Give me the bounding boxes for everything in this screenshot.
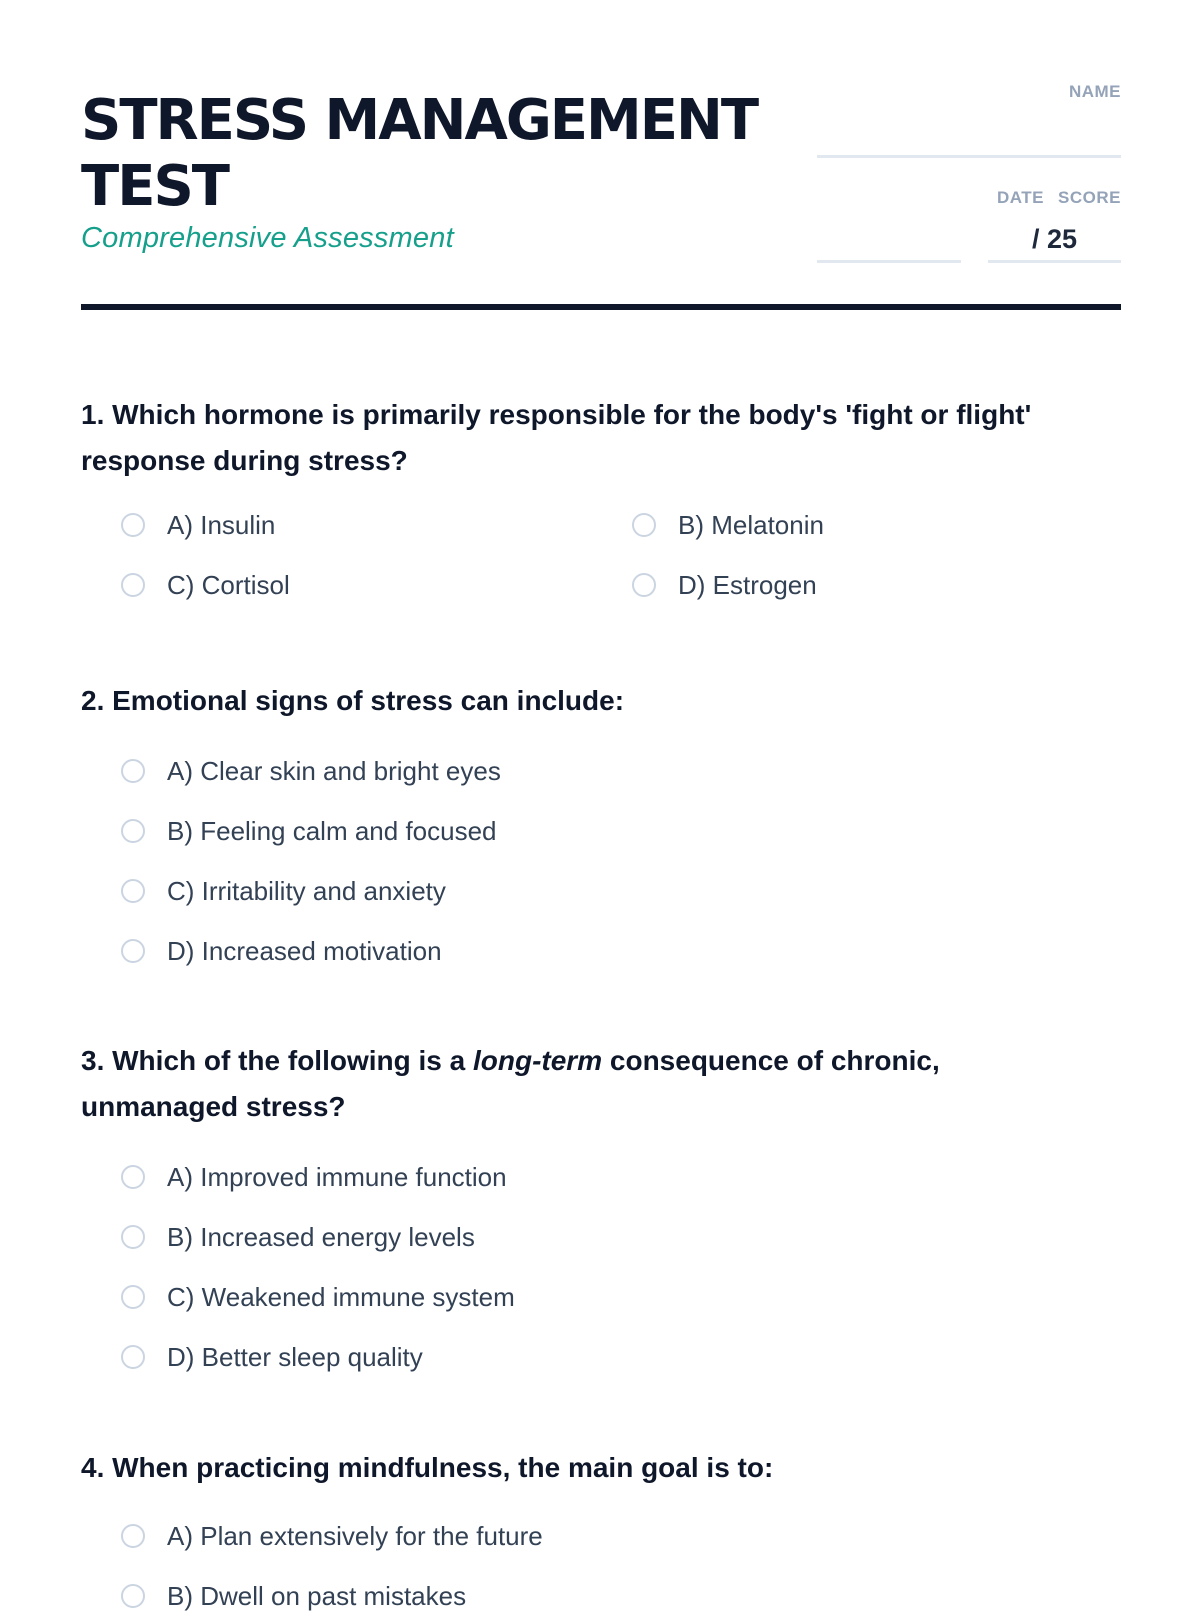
date-field[interactable] <box>817 260 961 263</box>
question-text-emphasis: long-term <box>473 1045 603 1076</box>
score-value: / 25 <box>1031 224 1078 254</box>
score-label: SCORE <box>1058 188 1121 207</box>
radio-button[interactable] <box>121 1584 145 1608</box>
radio-button[interactable] <box>121 879 145 903</box>
option-2c[interactable] <box>121 871 446 911</box>
option-2b[interactable] <box>121 811 497 851</box>
option-1b[interactable] <box>632 505 824 545</box>
radio-button[interactable] <box>121 819 145 843</box>
name-field[interactable] <box>817 155 1121 158</box>
option-3a[interactable] <box>121 1157 507 1197</box>
option-label: B) Feeling calm and focused <box>167 815 497 846</box>
radio-button[interactable] <box>121 759 145 783</box>
option-3c[interactable] <box>121 1277 515 1317</box>
test-header <box>81 0 1121 312</box>
option-label: A) Clear skin and bright eyes <box>167 755 501 786</box>
title-line-2: TEST <box>81 154 228 219</box>
option-label: B) Melatonin <box>678 509 824 540</box>
question-1 <box>81 392 1121 600</box>
question-text: 4. When practicing mindfulness, the main goal is to: <box>81 1452 774 1483</box>
radio-button[interactable] <box>121 1285 145 1309</box>
radio-button[interactable] <box>121 513 145 537</box>
question-2 <box>81 678 1121 966</box>
question-text-start: 3. Which of the following is a <box>81 1045 473 1076</box>
radio-button[interactable] <box>121 1345 145 1369</box>
question-text <box>81 1038 1041 1130</box>
date-label: DATE <box>996 188 1044 207</box>
option-label: B) Dwell on past mistakes <box>167 1580 467 1611</box>
option-2d[interactable] <box>121 931 442 971</box>
option-1a[interactable] <box>121 505 275 545</box>
page-subtitle: Comprehensive Assessment <box>81 222 454 254</box>
option-3d[interactable] <box>121 1337 423 1377</box>
question-text: 1. Which hormone is primarily responsible for the body's 'fight or flight' response during stress? <box>81 399 1032 476</box>
radio-button[interactable] <box>632 513 656 537</box>
question-text: 2. Emotional signs of stress can include: <box>81 685 625 716</box>
option-label: C) Irritability and anxiety <box>167 875 446 906</box>
question-4 <box>81 1445 1121 1611</box>
radio-button[interactable] <box>632 573 656 597</box>
radio-button[interactable] <box>121 1225 145 1249</box>
name-label: NAME <box>1068 82 1121 101</box>
test-page <box>81 0 1121 1611</box>
radio-button[interactable] <box>121 573 145 597</box>
radio-button[interactable] <box>121 939 145 963</box>
score-field[interactable] <box>988 260 1121 263</box>
option-label: B) Increased energy levels <box>167 1221 475 1252</box>
option-4a[interactable] <box>121 1516 543 1556</box>
question-text-end: consequence of chronic, unmanaged stress? <box>81 1045 940 1122</box>
option-1d[interactable] <box>632 565 817 605</box>
option-label: A) Plan extensively for the future <box>167 1520 543 1551</box>
radio-button[interactable] <box>121 1524 145 1548</box>
option-label: C) Cortisol <box>167 569 290 600</box>
option-label: D) Better sleep quality <box>167 1341 423 1372</box>
option-label: A) Improved immune function <box>167 1161 507 1192</box>
option-label: D) Estrogen <box>678 569 817 600</box>
header-divider <box>81 304 1121 310</box>
page-title <box>81 88 801 220</box>
option-4b[interactable] <box>121 1576 466 1616</box>
option-label: A) Insulin <box>167 509 276 540</box>
title-line-1: STRESS MANAGEMENT <box>81 88 758 153</box>
option-label: C) Weakened immune system <box>167 1281 515 1312</box>
question-3 <box>81 1038 1121 1372</box>
radio-button[interactable] <box>121 1165 145 1189</box>
option-label: D) Increased motivation <box>167 935 442 966</box>
option-3b[interactable] <box>121 1217 475 1257</box>
option-1c[interactable] <box>121 565 290 605</box>
option-2a[interactable] <box>121 751 501 791</box>
